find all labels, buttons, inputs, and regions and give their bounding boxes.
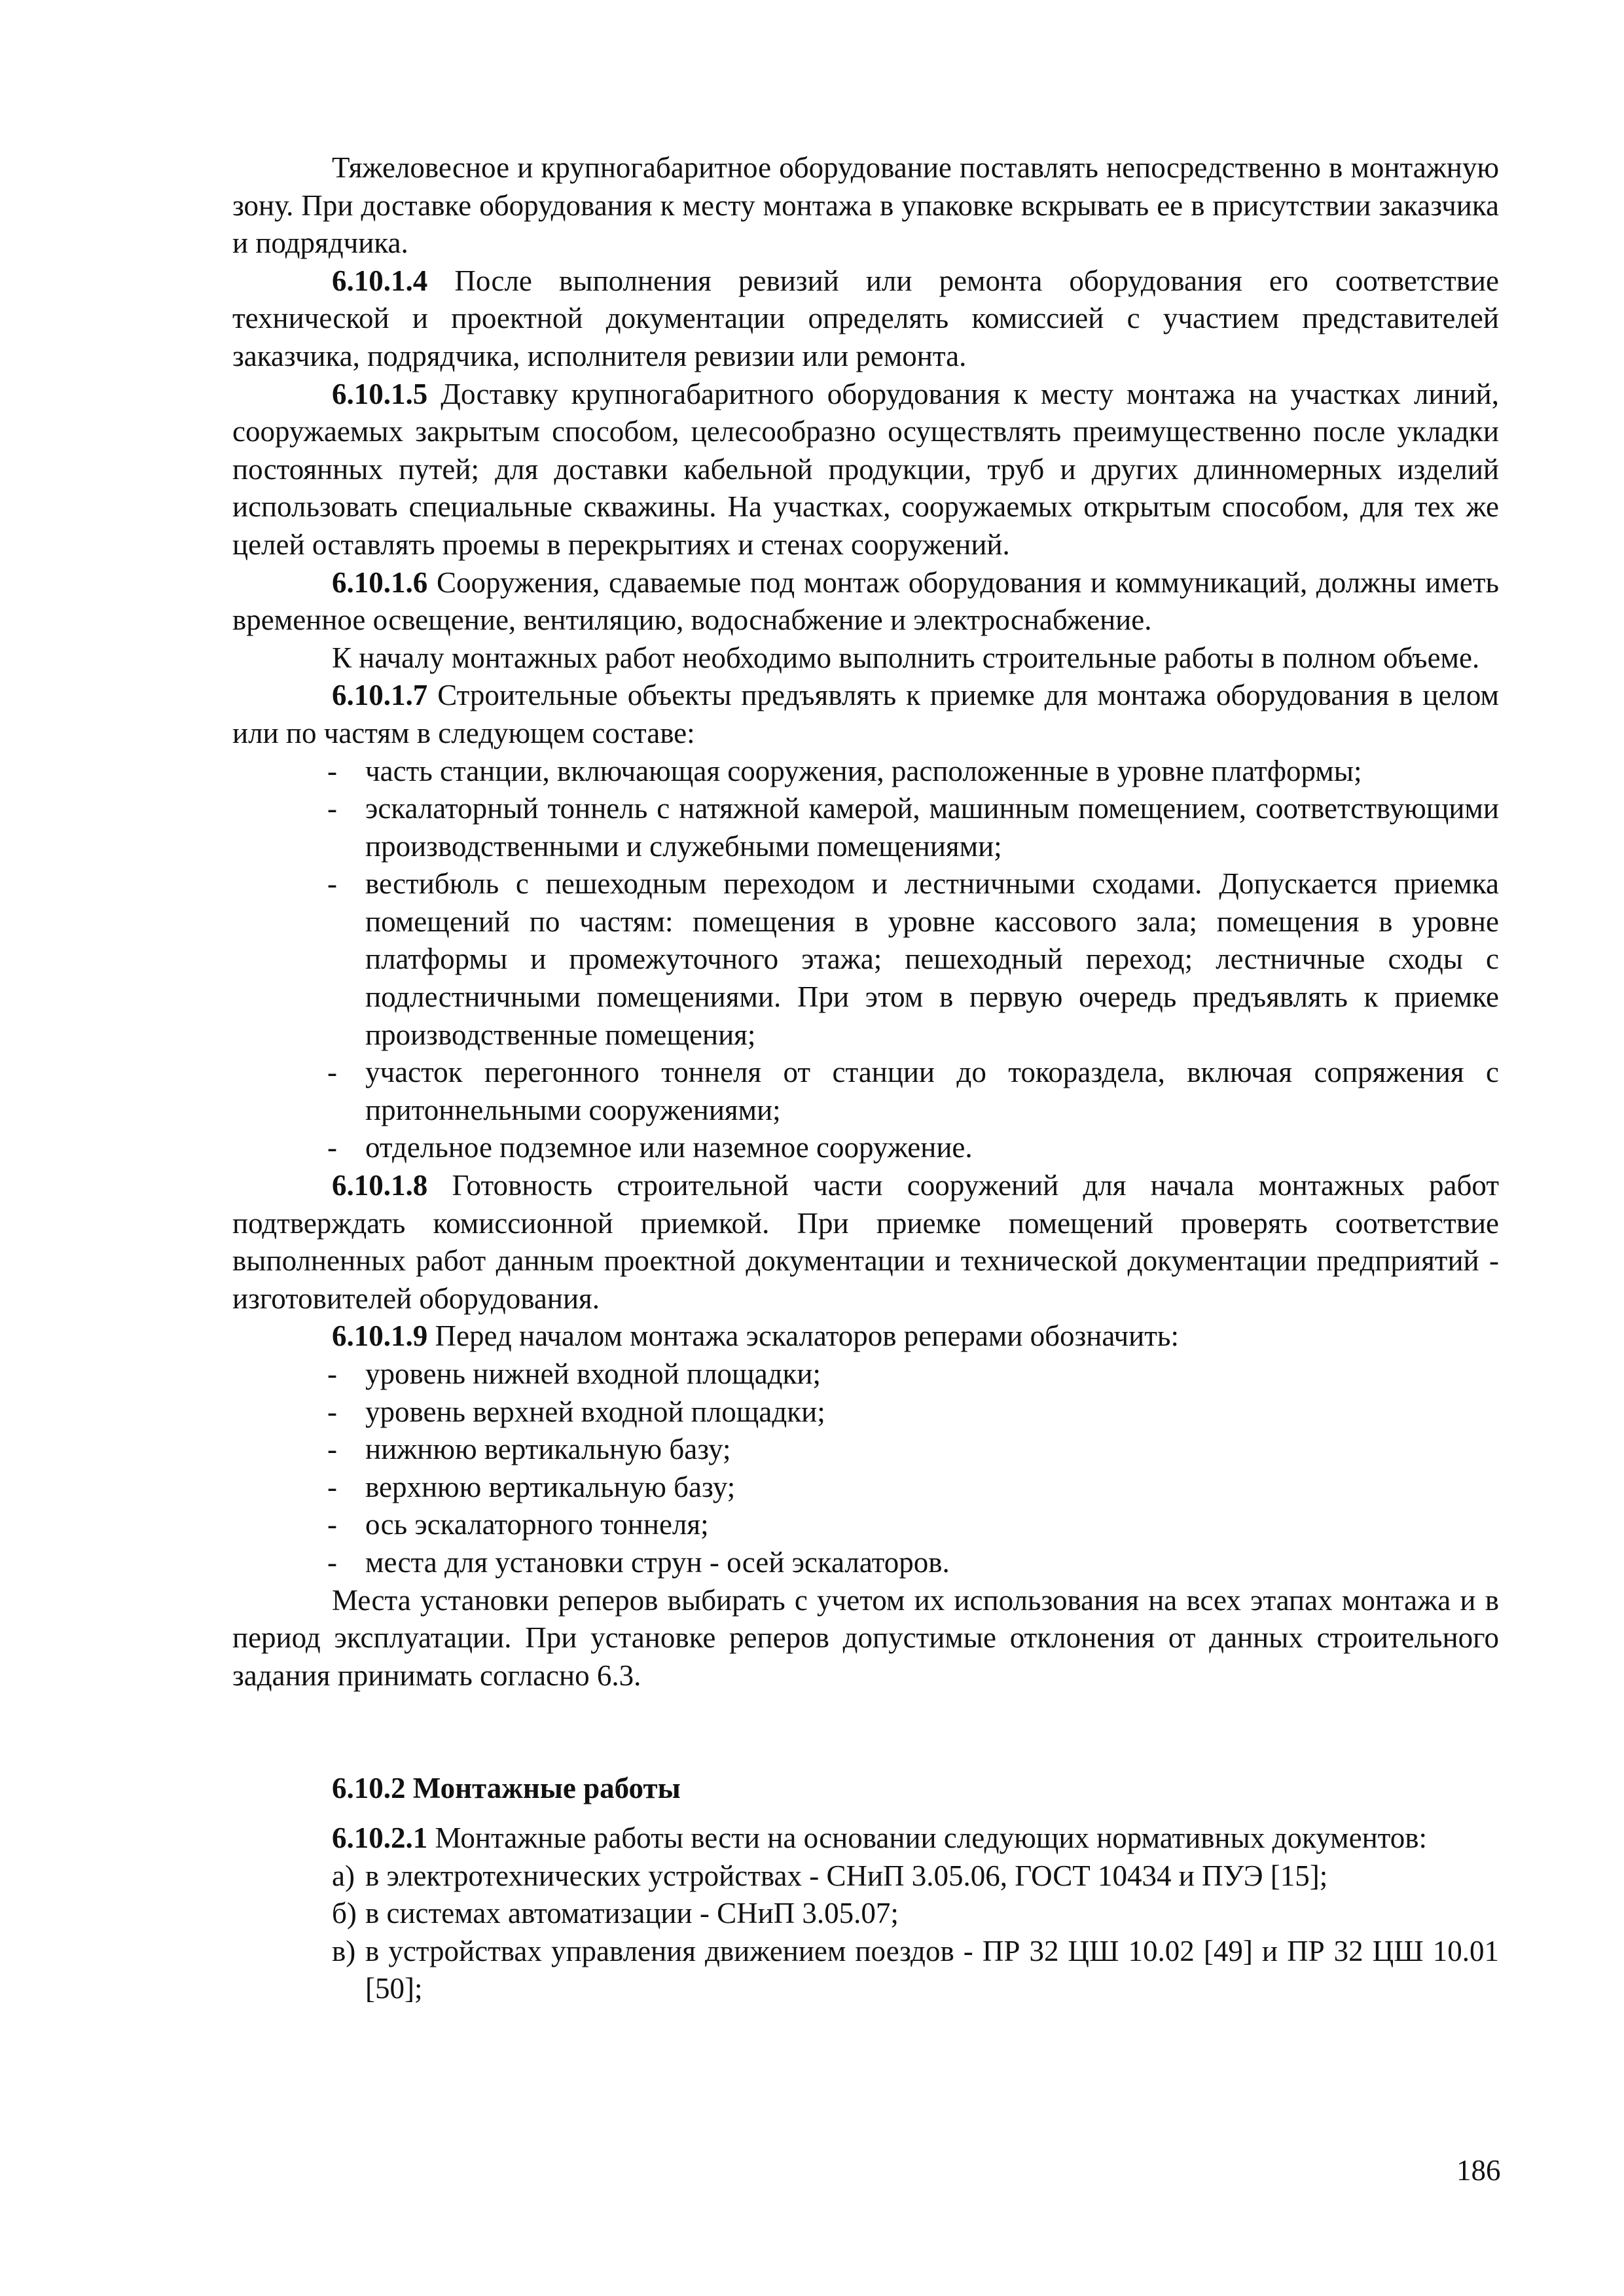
paragraph-text: Сооружения, сдаваемые под монтаж оборудования и коммуникаций, должны иметь временное освещение, вентиляцию, водоснабжение и электроснабжение.	[232, 565, 1500, 637]
paragraph-6-10-2-1	[232, 1820, 1499, 1857]
list-dash: -	[327, 1545, 337, 1579]
paragraph-start-of-works	[232, 639, 1499, 677]
list-item: - нижнюю вертикальную базу;	[232, 1431, 1499, 1469]
list-dash: -	[327, 1056, 337, 1089]
list-item: б) в системах автоматизации - СНиП 3.05.07;	[232, 1895, 1499, 1933]
paragraph-6-10-1-7	[232, 677, 1499, 752]
list-dash: -	[327, 1395, 337, 1428]
list-dash: -	[327, 1131, 337, 1164]
list-item: - ось эскалаторного тоннеля;	[232, 1506, 1499, 1544]
paragraph-6-10-1-5	[232, 376, 1499, 564]
paragraph-text: После выполнения ревизий или ремонта оборудования его соответствие технической и проектной документации определять комиссией с участием представителей заказчика, подрядчика, исполнителя ревизии или ремонта.	[232, 264, 1499, 372]
paragraph-benchmark-placement	[232, 1582, 1499, 1695]
paragraph-text: Готовность строительной части сооружений для начала монтажных работ подтверждать комиссионной приемкой. При приемке помещений проверять соответствие выполненных работ данным проектной документации и технической документации предприятий - изготовителей оборудования.	[232, 1169, 1499, 1315]
list-dash: -	[327, 1508, 337, 1541]
list-dash: -	[327, 867, 337, 901]
section-spacer	[232, 1695, 1499, 1770]
list-item: - уровень верхней входной площадки;	[232, 1393, 1499, 1431]
list-letter: б)	[332, 1897, 357, 1930]
clause-number: 6.10.1.4	[332, 264, 428, 297]
clause-number: 6.10.1.6	[332, 565, 428, 599]
list-item: - верхнюю вертикальную базу;	[232, 1469, 1499, 1507]
paragraph-6-10-1-8	[232, 1167, 1499, 1318]
paragraph-text: Места установки реперов выбирать с учетом их использования на всех этапах монтажа и в период эксплуатации. При установке реперов допустимые отклонения от данных строительного задания принимать согласно 6.3.	[232, 1583, 1499, 1692]
list-item: - места для установки струн - осей эскалаторов.	[232, 1544, 1499, 1582]
clause-number: 6.10.1.8	[332, 1169, 428, 1202]
paragraph-6-10-1-9	[232, 1318, 1499, 1355]
list-dash: -	[327, 754, 337, 787]
list-item: - часть станции, включающая сооружения, расположенные в уровне платформы;	[232, 753, 1499, 791]
heading-spacer	[232, 1808, 1499, 1820]
list-item: - вестибюль с пешеходным переходом и лестничными сходами. Допускается приемка помещений по частям: помещения в уровне кассового зала; помещения в уровне платформы и промежуточного этажа; пешеходный переход; лестничные сходы с подлестничными помещениями. При этом в первую очередь предъявлять к приемке производственные помещения;	[232, 865, 1499, 1054]
list-item: - уровень нижней входной площадки;	[232, 1355, 1499, 1393]
list-dash: -	[327, 1357, 337, 1390]
clause-number: 6.10.2.1	[332, 1821, 428, 1854]
section-heading: 6.10.2 Монтажные работы	[332, 1772, 681, 1805]
paragraph-text: Доставку крупногабаритного оборудования к месту монтажа на участках линий, сооружаемых закрытым способом, целесообразно осуществлять преимущественно после укладки постоянных путей; для доставки кабельной продукции, труб и других длинномерных изделий использовать специальные скважины. На участках, сооружаемых открытым способом, для тех же целей оставлять проемы в перекрытиях и стенах сооружений.	[232, 377, 1499, 561]
paragraph-text: Перед началом монтажа эскалаторов реперами обозначить:	[435, 1319, 1179, 1353]
list-item: а) в электротехнических устройствах - СНиП 3.05.06, ГОСТ 10434 и ПУЭ [15];	[232, 1857, 1499, 1895]
list-benchmarks	[232, 1355, 1499, 1582]
list-letter: а)	[332, 1859, 355, 1892]
paragraph-text: Тяжеловесное и крупногабаритное оборудование поставлять непосредственно в монтажную зону. При доставке оборудования к месту монтажа в упаковке вскрывать ее в присутствии заказчика и подрядчика.	[232, 151, 1499, 260]
list-dash: -	[327, 1470, 337, 1503]
list-item: - отдельное подземное или наземное сооружение.	[232, 1129, 1499, 1167]
paragraph-6-10-1-6	[232, 564, 1499, 639]
list-item: - эскалаторный тоннель с натяжной камерой, машинным помещением, соответствующими производственными и служебными помещениями;	[232, 790, 1499, 865]
paragraph-heavy-equipment	[232, 149, 1499, 262]
list-normative-docs	[232, 1857, 1499, 2008]
clause-number: 6.10.1.9	[332, 1319, 428, 1353]
list-acceptance-objects	[232, 753, 1499, 1168]
clause-number: 6.10.1.5	[332, 377, 428, 410]
paragraph-6-10-1-4	[232, 262, 1499, 376]
list-dash: -	[327, 1433, 337, 1466]
paragraph-text: Строительные объекты предъявлять к приемке для монтажа оборудования в целом или по частям в следующем составе:	[232, 679, 1499, 749]
list-letter: в)	[332, 1934, 356, 1967]
list-dash: -	[327, 792, 337, 825]
page-content	[232, 149, 1499, 2008]
paragraph-text: Монтажные работы вести на основании следующих нормативных документов:	[435, 1821, 1427, 1854]
paragraph-text: К началу монтажных работ необходимо выполнить строительные работы в полном объеме.	[332, 641, 1480, 674]
list-item: - участок перегонного тоннеля от станции до токораздела, включая сопряжения с притоннельными сооружениями;	[232, 1054, 1499, 1129]
list-item: в) в устройствах управления движением поездов - ПР 32 ЦШ 10.02 [49] и ПР 32 ЦШ 10.01 [50];	[232, 1933, 1499, 2008]
clause-number: 6.10.1.7	[332, 679, 428, 712]
page-number: 186	[1456, 2154, 1501, 2187]
